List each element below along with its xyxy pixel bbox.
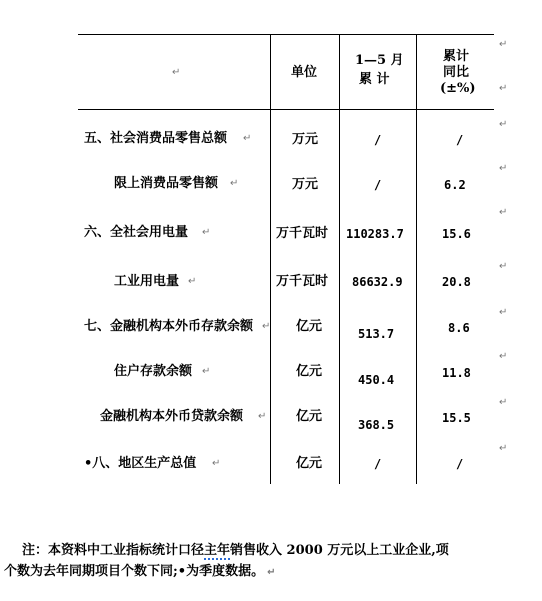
row-unit: 万元 bbox=[292, 132, 319, 147]
footnote-line-2 bbox=[4, 565, 276, 578]
paragraph-mark: ↵ bbox=[499, 351, 508, 362]
paragraph-mark: ↵ bbox=[230, 178, 239, 189]
paragraph-mark: ↵ bbox=[202, 227, 211, 238]
row-value: 86632.9 bbox=[352, 275, 403, 289]
header-yoy-line3: (±%) bbox=[440, 81, 476, 96]
row-value: / bbox=[374, 133, 382, 147]
row-value: 450.4 bbox=[358, 373, 395, 387]
paragraph-mark: ↵ bbox=[499, 261, 508, 272]
row-change: 6.2 bbox=[444, 178, 466, 192]
row-label: 六、全社会用电量 bbox=[84, 225, 189, 240]
row-label: 限上消费品零售额 bbox=[114, 176, 219, 191]
row-unit: 万千瓦时 bbox=[276, 226, 329, 241]
footnote-line-2-text: 个数为去年同期项目个数下同;•为季度数据。 bbox=[4, 564, 265, 579]
row-label: 五、社会消费品零售总额 bbox=[84, 131, 228, 146]
row-change: 15.6 bbox=[442, 227, 471, 241]
row-unit: 亿元 bbox=[296, 364, 323, 379]
row-change: 20.8 bbox=[442, 275, 471, 289]
paragraph-mark: ↵ bbox=[262, 321, 271, 332]
row-change: 15.5 bbox=[442, 411, 471, 425]
row-label: •八、地区生产总值 bbox=[84, 456, 197, 471]
header-period-line2: 累 计 bbox=[359, 72, 390, 87]
paragraph-mark: ↵ bbox=[258, 411, 267, 422]
footnote-prefix: 注：本资料中工业指标统计口径 bbox=[22, 543, 205, 558]
footnote-underlined-text: 主年 bbox=[204, 543, 231, 558]
paragraph-mark: ↵ bbox=[172, 67, 181, 78]
paragraph-mark: ↵ bbox=[212, 458, 221, 469]
row-unit: 万元 bbox=[292, 177, 319, 192]
paragraph-mark: ↵ bbox=[499, 207, 508, 218]
paragraph-mark: ↵ bbox=[202, 366, 211, 377]
row-value: 368.5 bbox=[358, 418, 395, 432]
paragraph-mark: ↵ bbox=[499, 163, 508, 174]
row-change: 8.6 bbox=[448, 321, 470, 335]
header-unit: 单位 bbox=[291, 65, 318, 80]
row-unit: 万千瓦时 bbox=[276, 274, 329, 289]
table-header-rule bbox=[78, 109, 494, 110]
paragraph-mark: ↵ bbox=[499, 119, 508, 130]
row-value: 513.7 bbox=[358, 327, 395, 341]
paragraph-mark: ↵ bbox=[499, 397, 508, 408]
row-label: 七、金融机构本外币存款余额 bbox=[84, 319, 254, 334]
table-top-rule bbox=[78, 34, 494, 35]
row-change: / bbox=[456, 457, 464, 471]
paragraph-mark: ↵ bbox=[499, 443, 508, 454]
paragraph-mark: ↵ bbox=[499, 307, 508, 318]
header-yoy-line1: 累计 bbox=[443, 49, 470, 64]
header-yoy-line2: 同比 bbox=[443, 65, 470, 80]
footnote-suffix: 销售收入 2000 万元以上工业企业,项 bbox=[230, 543, 449, 558]
row-unit: 亿元 bbox=[296, 456, 323, 471]
paragraph-mark: ↵ bbox=[267, 567, 276, 578]
row-value: 110283.7 bbox=[346, 227, 404, 241]
column-divider-1 bbox=[270, 34, 271, 484]
row-label: 住户存款余额 bbox=[114, 364, 193, 379]
column-divider-3 bbox=[416, 34, 417, 484]
paragraph-mark: ↵ bbox=[499, 83, 508, 94]
row-change: 11.8 bbox=[442, 366, 471, 380]
row-value: / bbox=[374, 178, 382, 192]
column-divider-2 bbox=[339, 34, 340, 484]
paragraph-mark: ↵ bbox=[499, 39, 508, 50]
paragraph-mark: ↵ bbox=[188, 276, 197, 287]
row-value: / bbox=[374, 457, 382, 471]
paragraph-mark: ↵ bbox=[243, 133, 252, 144]
footnote-line-1 bbox=[4, 544, 449, 557]
row-label: 工业用电量 bbox=[114, 274, 180, 289]
row-unit: 亿元 bbox=[296, 409, 323, 424]
row-label: 金融机构本外币贷款余额 bbox=[100, 409, 244, 424]
row-unit: 亿元 bbox=[296, 319, 323, 334]
row-change: / bbox=[456, 133, 464, 147]
header-period-line1: 1—5 月 bbox=[355, 53, 404, 68]
